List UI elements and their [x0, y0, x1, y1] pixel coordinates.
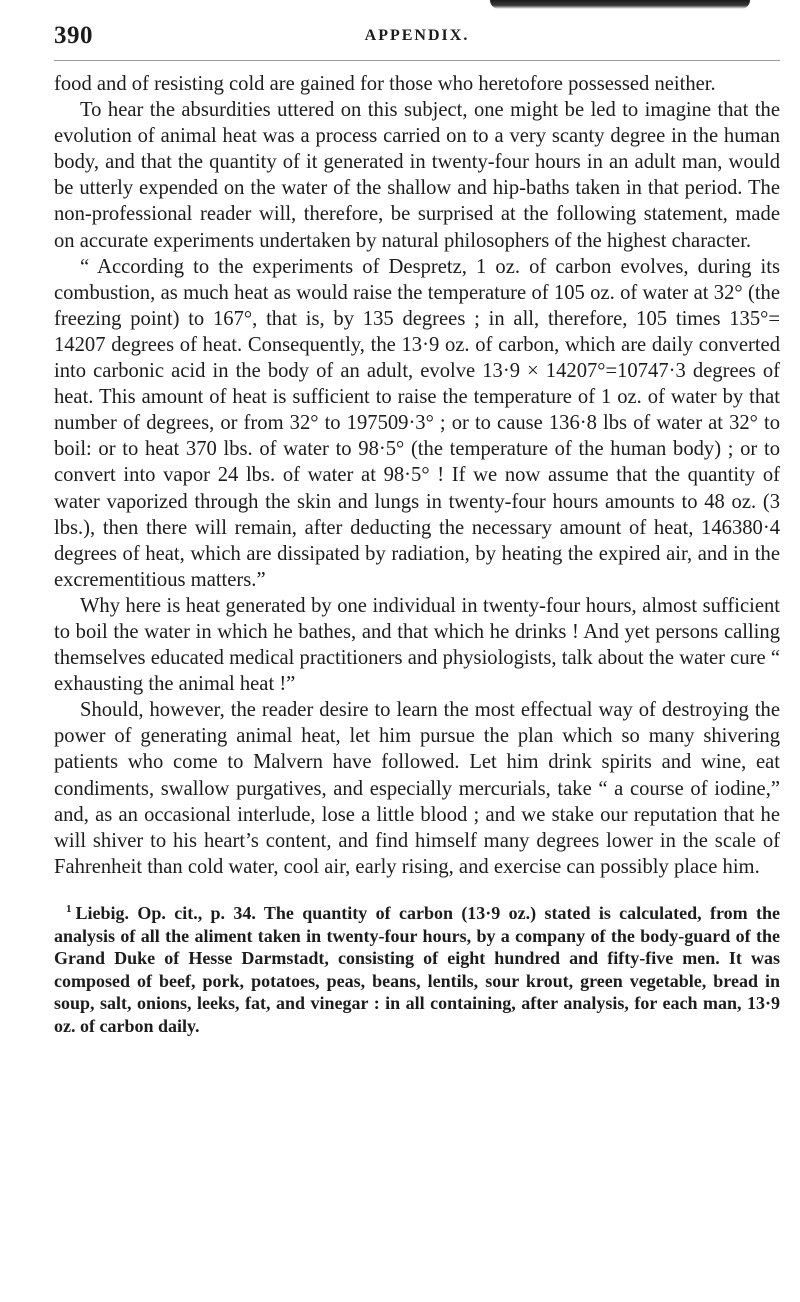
book-page: [54, 18, 780, 1037]
paragraph-heat-generated: Why here is heat generated by one individual in twenty-four hours, almost sufficient to boil the water in which he bathes, and that which he drinks ! And yet persons calling themselves educated medical practitioners and physiologists, talk about the water cure “ exhausting the animal heat !”: [54, 594, 780, 696]
paragraph-destroying-heat: Should, however, the reader desire to learn the most effectual way of destroying the power of generating animal heat, let him pursue the plan which so many shivering patients who come to Malvern have followed. Let him drink spirits and wine, eat condiments, swallow purgatives, and especially mercurials, take “ a course of iodine,” and, as an occasional interlude, lose a little blood ; and we stake our reputation that he will shiver to his heart’s content, and find himself many degrees lower in the scale of Fahrenheit than cold water, cool air, early rising, and exercise can possibly place him.: [54, 699, 780, 878]
body-text: [54, 71, 780, 880]
running-head: [54, 18, 780, 61]
footnote-marker: 1: [66, 902, 72, 915]
paragraph-despretz-quote: “ According to the experiments of Despretz, 1 oz. of carbon evolves, during its combustion, as much heat as would raise the temperature of 105 oz. of water at 32° (the freezing point) to 167°, that is, by 135 degrees ; in all, therefore, 105 times 135°= 14207 degrees of heat. Consequently, the 13·9 oz. of carbon, which are daily converted into carbonic acid in the body of an adult, evolve 13·9 × 14207°=10747·3 degrees of heat. This amount of heat is sufficient to raise the temperature of 1 oz. of water by that number of degrees, or from 32° to 197509·3° ; or to cause 136·8 lbs of water at 32° to boil: or to heat 370 lbs. of water to 98·5° (the temperature of the human body) ; or to convert into vapor 24 lbs. of water at 98·5° ! If we now assume that the quantity of water vaporized through the skin and lungs in twenty-four hours amounts to 48 oz. (3 lbs.), then there will remain, after deducting the necessary amount of heat, 146380·4 degrees of heat, which are dissipated by radiation, by heating the expired air, and in the excrementitious matters.”: [54, 255, 780, 591]
footnote-body: Liebig. Op. cit., p. 34. The quantity of carbon (13·9 oz.) stated is calculated, from the analysis of all the aliment taken in twenty-four hours, by a company of the body-guard of the Grand Duke of Hesse Darmstadt, consisting of eight hundred and fifty-five men. It was composed of beef, pork, potatoes, peas, beans, lentils, sour krout, green vegetable, bread in soup, salt, onions, leeks, fat, and vinegar : in all containing, after analysis, for each man, 13·9 oz. of carbon daily.: [54, 902, 780, 1036]
scan-edge-shadow: [490, 0, 750, 9]
page-number: 390: [54, 22, 93, 49]
running-head-title: APPENDIX.: [364, 27, 470, 44]
paragraph-absurdities: To hear the absurdities uttered on this subject, one might be led to imagine that the evolution of animal heat was a process carried on to a very scanty degree in the human body, and that the quantity of it generated in twenty-four hours in an adult man, would be utterly expended on the water of the shallow and hip-baths taken in that period. The non-professional reader will, therefore, be surprised at the following statement, made on accurate experiments undertaken by natural philosophers of the highest character.: [54, 99, 780, 252]
paragraph-continuation: food and of resisting cold are gained for those who heretofore possessed neither.: [54, 73, 716, 95]
footnote-text: [54, 898, 780, 1038]
footnote: [54, 898, 780, 1038]
